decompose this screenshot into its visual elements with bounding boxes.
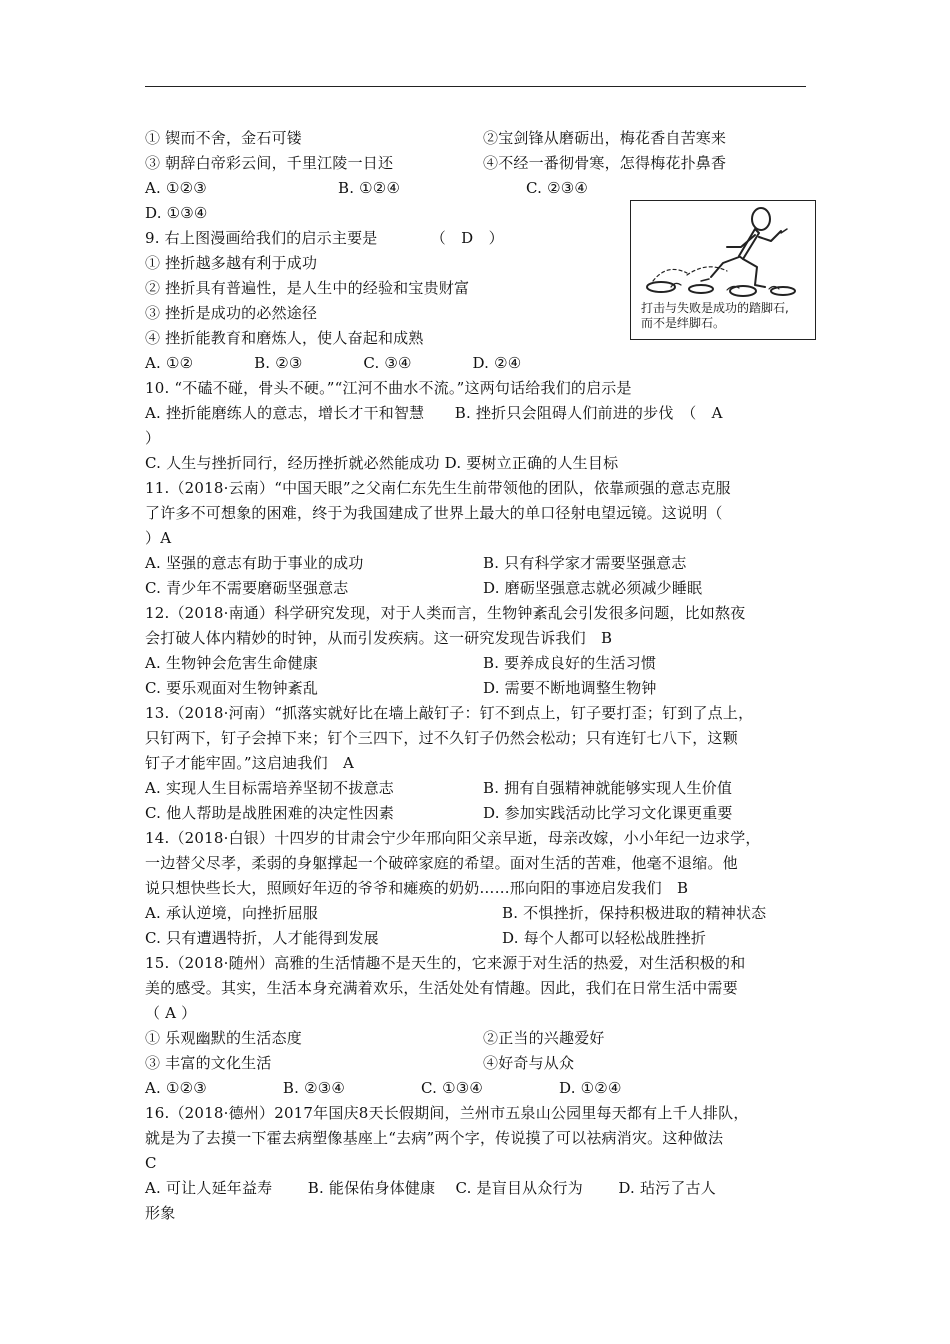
- cartoon-caption-line-2: 而不是绊脚石。: [641, 316, 726, 330]
- question-10: 10. “不磕不碰，骨头不硬。”“江河不曲水不流。”这两句话给我们的启示是: [145, 379, 632, 397]
- option-line: ③ 丰富的文化生活: [145, 1054, 272, 1072]
- choice-a: A. 生物钟会危害生命健康: [145, 654, 318, 672]
- choice-b: B. 只有科学家才需要坚强意志: [483, 554, 687, 572]
- text-line: 就是为了去摸一下霍去病塑像基座上“去病”两个字，传说摸了可以祛病消灾。这种做法: [145, 1129, 724, 1147]
- choice-b: B. 不惧挫折，保持积极进取的精神状态: [502, 904, 767, 922]
- choice-d: D. 每个人都可以轻松战胜挫折: [502, 929, 707, 947]
- option-line: ③ 挫折是成功的必然途径: [145, 304, 318, 322]
- choice-a: A. ①②③: [145, 179, 207, 197]
- question-12: 12.（2018·南通）科学研究发现，对于人类而言，生物钟紊乱会引发很多问题，比如熬夜: [145, 604, 746, 622]
- option-line: ② 挫折具有普遍性，是人生中的经验和宝贵财富: [145, 279, 470, 297]
- choice-c: C. 要乐观面对生物钟紊乱: [145, 679, 319, 697]
- option-line: ④不经一番彻骨寒，怎得梅花扑鼻香: [483, 154, 727, 172]
- choice-c: C. 只有遭遇特折，人才能得到发展: [145, 929, 379, 947]
- header-rule: [145, 86, 806, 87]
- answer-line: （ A ）: [145, 1004, 197, 1022]
- text-line: 钉子才能牢固。”这启迪我们 A: [145, 754, 355, 772]
- choice-d: D. 需要不断地调整生物钟: [483, 679, 657, 697]
- option-line: ① 锲而不舍，金石可镂: [145, 129, 302, 147]
- option-line: ③ 朝辞白帝彩云间，千里江陵一日还: [145, 154, 394, 172]
- text-line: 美的感受。其实，生活本身充满着欢乐，生活处处有情趣。因此，我们在日常生活中需要: [145, 979, 738, 997]
- choice-d: D. 磨砺坚强意志就必须减少睡眠: [483, 579, 703, 597]
- choices-line: C. 人生与挫折同行，经历挫折就必然能成功 D. 要树立正确的人生目标: [145, 454, 619, 472]
- question-9: 9. 右上图漫画给我们的启示主要是 （ D ）: [145, 229, 504, 247]
- choices-line: A. 可让人延年益寿 B. 能保佑身体健康 C. 是盲目从众行为 D. 玷污了古人: [145, 1179, 716, 1197]
- option-line: ②正当的兴趣爱好: [483, 1029, 605, 1047]
- choice-b: B. ①②④: [338, 179, 401, 197]
- choices-line: A. ①② B. ②③ C. ③④ D. ②④: [145, 354, 522, 372]
- text-line: 会打破人体内精妙的时钟，从而引发疾病。这一研究发现告诉我们 B: [145, 629, 613, 647]
- choice-b: B. 要养成良好的生活习惯: [483, 654, 657, 672]
- option-line: ④ 挫折能教育和磨炼人，使人奋起和成熟: [145, 329, 424, 347]
- choice-d: D. 参加实践活动比学习文化课更重要: [483, 804, 733, 822]
- choice-d: D. ①③④: [145, 204, 208, 222]
- option-line: ① 挫折越多越有利于成功: [145, 254, 318, 272]
- question-14: 14.（2018·白银）十四岁的甘肃会宁少年邢向阳父亲早逝，母亲改嫁，小小年纪一边求学，: [145, 829, 761, 847]
- choice-a: A. 承认逆境，向挫折屈服: [145, 904, 318, 922]
- question-13: 13.（2018·河南）“抓落实就好比在墙上敲钉子：钉不到点上，钉子要打歪；钉到了点上，: [145, 704, 754, 722]
- choice-c: C. ②③④: [526, 179, 589, 197]
- text-line: 只钉两下，钉子会掉下来；钉个三四下，过不久钉子仍然会松动；只有连钉七八下，这颗: [145, 729, 738, 747]
- cartoon-caption-line-1: 打击与失败是成功的踏脚石,: [641, 301, 789, 315]
- choice-c: C. 青少年不需要磨砺坚强意志: [145, 579, 349, 597]
- question-16: 16.（2018·德州）2017年国庆8天长假期间，兰州市五泉山公园里每天都有上千人排队，: [145, 1104, 749, 1122]
- text-line: 了许多不可想象的困难，终于为我国建成了世界上最大的单口径射电望远镜。这说明（: [145, 504, 723, 522]
- text-line: ）: [145, 429, 161, 447]
- text-line: 一边替父尽孝，柔弱的身躯撑起一个破碎家庭的希望。面对生活的苦难，他毫不退缩。他: [145, 854, 738, 872]
- answer-line: ）A: [145, 529, 172, 547]
- question-15: 15.（2018·随州）高雅的生活情趣不是天生的，它来源于对生活的热爱，对生活积极的和: [145, 954, 746, 972]
- comic-illustration: [630, 200, 816, 340]
- choice-c: C. 他人帮助是战胜困难的决定性因素: [145, 804, 395, 822]
- choices-line: A. ①②③ B. ②③④ C. ①③④ D. ①②④: [145, 1079, 622, 1097]
- text-line: 形象: [145, 1204, 176, 1222]
- choice-a: A. 实现人生目标需培养坚韧不拔意志: [145, 779, 394, 797]
- option-line: ④好奇与从众: [483, 1054, 575, 1072]
- choice-a: A. 坚强的意志有助于事业的成功: [145, 554, 364, 572]
- option-line: ① 乐观幽默的生活态度: [145, 1029, 302, 1047]
- choice-b: B. 拥有自强精神就能够实现人生价值: [483, 779, 733, 797]
- answer-line: C: [145, 1154, 157, 1172]
- choices-line: A. 挫折能磨练人的意志，增长才干和智慧 B. 挫折只会阻碍人们前进的步伐 （ A: [145, 404, 723, 422]
- option-line: ②宝剑锋从磨砺出，梅花香自苦寒来: [483, 129, 727, 147]
- text-line: 说只想快些长大，照顾好年迈的爷爷和瘫痪的奶奶……邢向阳的事迹启发我们 B: [145, 879, 689, 897]
- question-11: 11.（2018·云南）“中国天眼”之父南仁东先生生前带领他的团队，依靠顽强的意志克服: [145, 479, 731, 497]
